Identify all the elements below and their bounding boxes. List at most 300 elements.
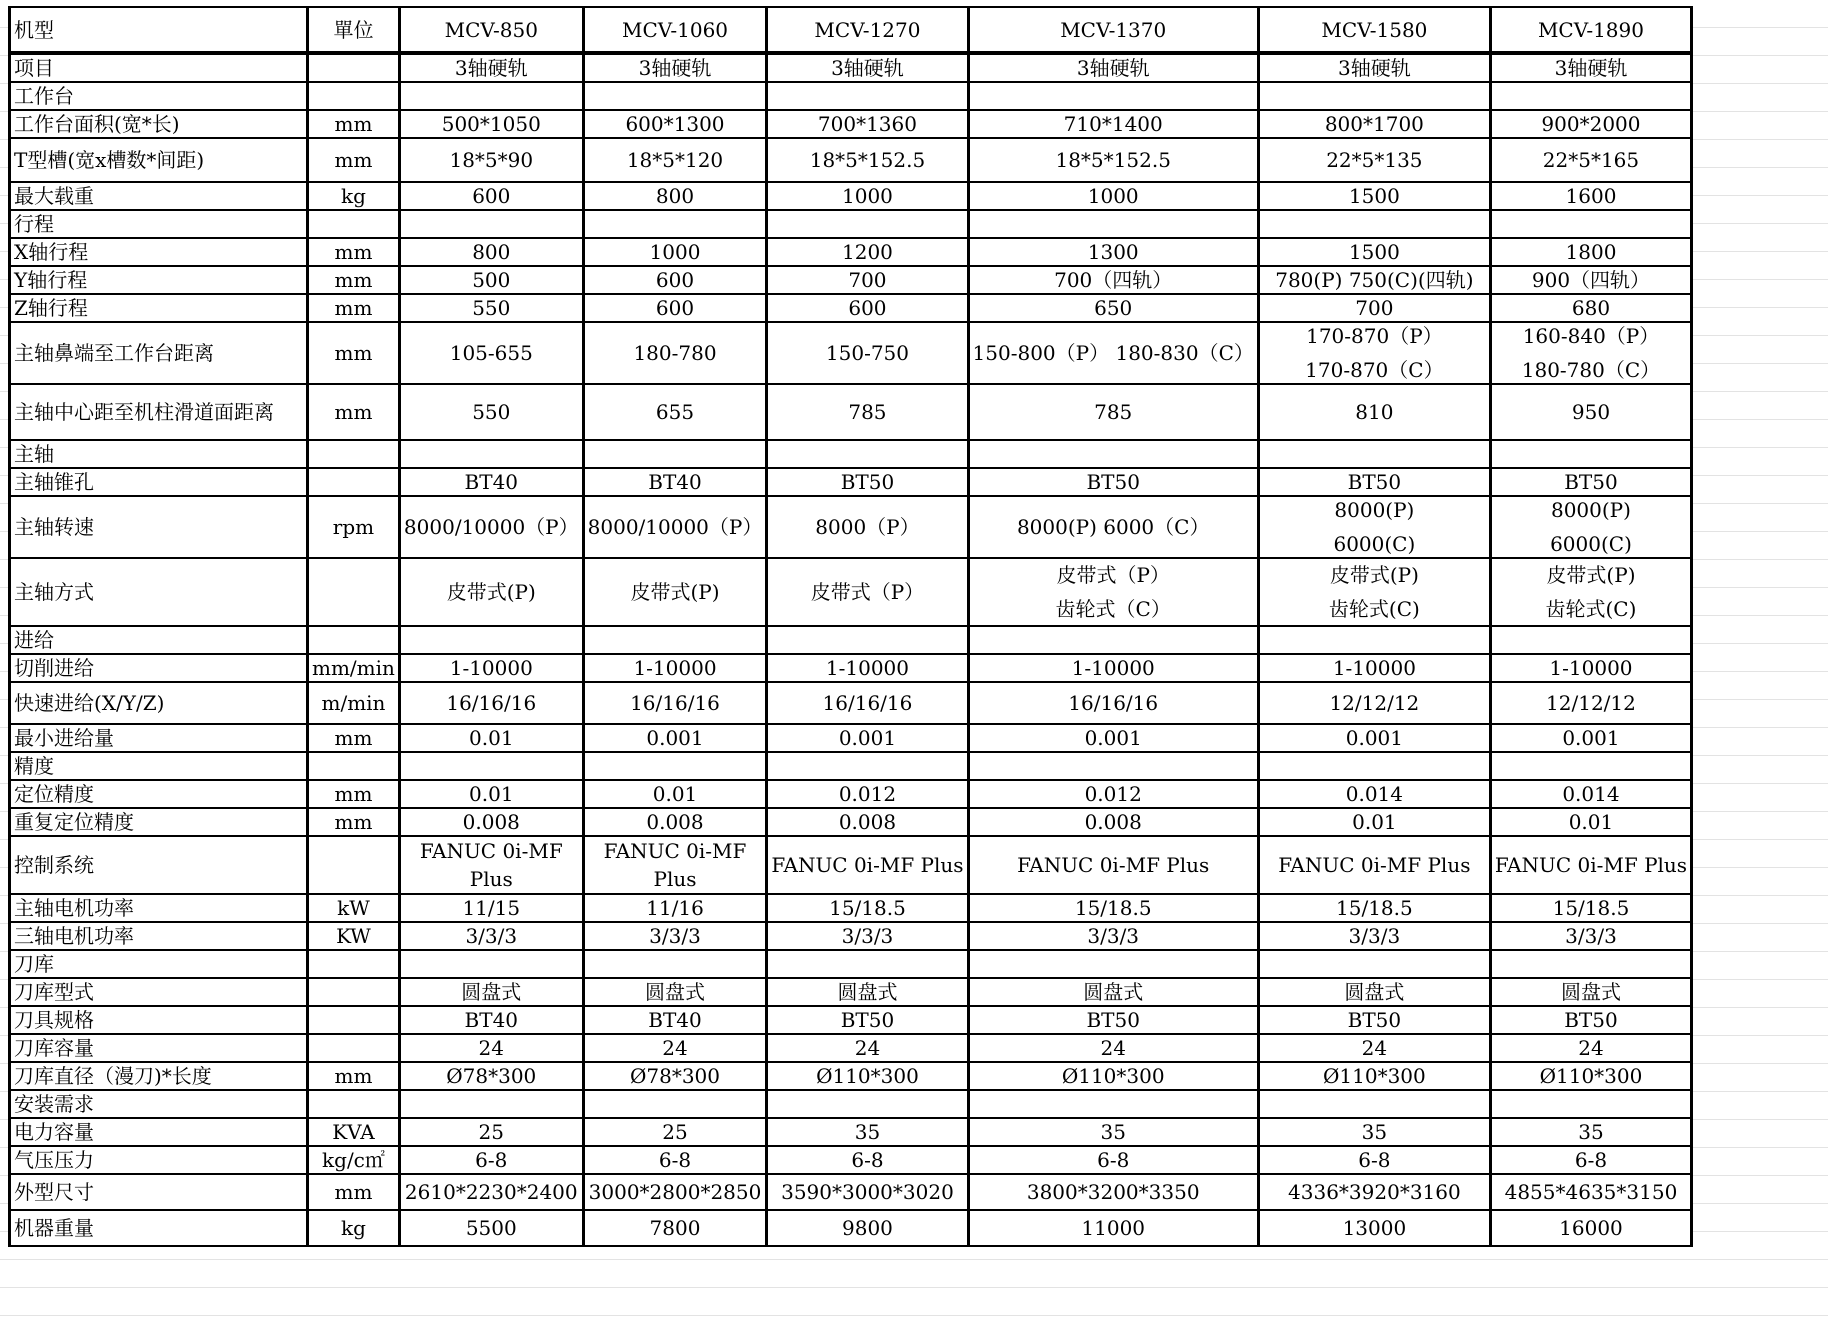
value-cell-multiline[interactable] [1490,496,1691,558]
row-label-cell[interactable]: 工作台面积(宽*长) [10,110,308,138]
header-label-cell[interactable]: 机型 [10,7,308,53]
value-cell[interactable]: 900*2000 [1490,110,1691,138]
value-cell[interactable]: 1600 [1490,182,1691,210]
value-cell[interactable]: BT50 [1258,468,1490,496]
value-cell[interactable]: 3590*3000*3020 [767,1174,968,1210]
value-cell[interactable]: 1-10000 [1490,654,1691,682]
value-cell[interactable]: 22*5*165 [1490,138,1691,182]
row-label-cell[interactable]: 外型尺寸 [10,1174,308,1210]
value-cell[interactable] [1258,440,1490,468]
unit-cell[interactable]: kg [308,1210,400,1246]
value-cell[interactable]: 6-8 [767,1146,968,1174]
value-cell[interactable]: 1-10000 [583,654,767,682]
unit-cell[interactable]: mm [308,384,400,440]
value-cell[interactable]: 圆盘式 [399,978,583,1006]
unit-cell[interactable] [308,53,400,82]
value-cell[interactable]: 4855*4635*3150 [1490,1174,1691,1210]
value-cell[interactable]: 0.001 [1258,724,1490,752]
value-cell[interactable]: 24 [583,1034,767,1062]
value-cell[interactable]: 655 [583,384,767,440]
unit-cell[interactable]: mm [308,110,400,138]
value-cell[interactable] [968,1090,1258,1118]
value-cell[interactable]: 15/18.5 [1258,894,1490,922]
unit-cell[interactable] [308,1006,400,1034]
header-model-cell[interactable]: MCV-850 [399,7,583,53]
unit-cell[interactable]: mm [308,294,400,322]
value-cell[interactable] [399,626,583,654]
value-cell[interactable] [968,752,1258,780]
value-cell[interactable]: 25 [399,1118,583,1146]
value-cell[interactable]: 圆盘式 [968,978,1258,1006]
unit-cell[interactable]: kg/c㎡ [308,1146,400,1174]
value-cell-multiline[interactable] [1490,558,1691,626]
value-cell[interactable] [1490,1090,1691,1118]
value-cell[interactable]: 6-8 [583,1146,767,1174]
value-cell[interactable] [1490,950,1691,978]
value-cell[interactable]: 700*1360 [767,110,968,138]
value-cell[interactable] [399,950,583,978]
unit-cell[interactable] [308,558,400,626]
value-cell[interactable]: 950 [1490,384,1691,440]
row-label-cell[interactable]: 项目 [10,53,308,82]
value-cell[interactable]: 18*5*152.5 [767,138,968,182]
value-cell[interactable]: 15/18.5 [1490,894,1691,922]
value-cell[interactable]: 710*1400 [968,110,1258,138]
header-model-cell[interactable]: MCV-1890 [1490,7,1691,53]
value-cell[interactable] [1490,210,1691,238]
value-cell[interactable]: 2610*2230*2400 [399,1174,583,1210]
value-cell[interactable]: 24 [767,1034,968,1062]
value-cell[interactable]: 500 [399,266,583,294]
value-cell[interactable] [399,82,583,110]
row-label-cell[interactable]: 刀具规格 [10,1006,308,1034]
value-cell[interactable]: 650 [968,294,1258,322]
value-cell[interactable]: 15/18.5 [968,894,1258,922]
unit-cell[interactable]: mm [308,266,400,294]
value-cell[interactable]: 6-8 [1258,1146,1490,1174]
value-cell[interactable]: 3轴硬轨 [968,53,1258,82]
value-cell[interactable]: 550 [399,294,583,322]
value-cell[interactable]: 0.001 [767,724,968,752]
value-cell[interactable]: 900（四轨） [1490,266,1691,294]
row-label-cell[interactable]: 安装需求 [10,1090,308,1118]
value-cell[interactable] [1258,752,1490,780]
unit-cell[interactable]: KVA [308,1118,400,1146]
row-label-cell[interactable]: 快速进给(X/Y/Z) [10,682,308,724]
unit-cell[interactable]: mm [308,780,400,808]
value-cell[interactable]: 680 [1490,294,1691,322]
value-cell[interactable] [583,82,767,110]
value-cell[interactable]: 15/18.5 [767,894,968,922]
value-cell[interactable]: 皮带式(P) [583,558,767,626]
value-cell[interactable]: 180-780 [583,322,767,384]
value-cell[interactable] [767,440,968,468]
value-cell[interactable] [583,210,767,238]
value-cell[interactable]: 0.01 [399,780,583,808]
row-label-cell[interactable]: 主轴方式 [10,558,308,626]
value-cell[interactable] [1258,210,1490,238]
row-label-cell[interactable]: Z轴行程 [10,294,308,322]
value-cell[interactable]: 500*1050 [399,110,583,138]
value-cell[interactable] [399,752,583,780]
value-cell[interactable]: 24 [399,1034,583,1062]
value-cell[interactable]: 0.001 [1490,724,1691,752]
row-label-cell[interactable]: Y轴行程 [10,266,308,294]
value-cell[interactable] [399,210,583,238]
value-cell[interactable]: 1200 [767,238,968,266]
row-label-cell[interactable]: 刀库容量 [10,1034,308,1062]
value-cell[interactable]: 1000 [767,182,968,210]
row-label-cell[interactable]: 最小进给量 [10,724,308,752]
row-label-cell[interactable]: 最大载重 [10,182,308,210]
value-cell[interactable]: 18*5*152.5 [968,138,1258,182]
value-cell[interactable]: 1000 [968,182,1258,210]
value-cell[interactable]: Ø78*300 [583,1062,767,1090]
value-cell[interactable]: BT50 [1490,1006,1691,1034]
row-label-cell[interactable]: 控制系统 [10,836,308,894]
row-label-cell[interactable]: 机器重量 [10,1210,308,1246]
value-cell[interactable]: 圆盘式 [767,978,968,1006]
value-cell[interactable]: 1300 [968,238,1258,266]
value-cell[interactable] [767,82,968,110]
table-row [10,238,1692,266]
value-cell[interactable]: 785 [968,384,1258,440]
value-cell[interactable] [1490,440,1691,468]
table-row [10,468,1692,496]
value-cell[interactable]: 3/3/3 [399,922,583,950]
value-cell[interactable]: 35 [767,1118,968,1146]
table-row [10,496,1692,558]
value-cell[interactable]: 13000 [1258,1210,1490,1246]
unit-cell[interactable]: kg [308,182,400,210]
header-model-cell[interactable]: MCV-1580 [1258,7,1490,53]
value-cell[interactable]: FANUC 0i-MF Plus [1258,836,1490,894]
unit-cell[interactable] [308,752,400,780]
unit-cell[interactable]: m/min [308,682,400,724]
value-cell[interactable] [1258,950,1490,978]
value-cell[interactable] [767,626,968,654]
value-cell[interactable]: 6-8 [399,1146,583,1174]
value-cell[interactable]: 0.014 [1490,780,1691,808]
row-label-cell[interactable]: 主轴转速 [10,496,308,558]
value-cell[interactable] [1490,752,1691,780]
value-cell[interactable]: 0.01 [1490,808,1691,836]
value-cell[interactable]: 0.01 [583,780,767,808]
value-cell[interactable]: 1000 [583,238,767,266]
value-cell[interactable]: 600 [399,182,583,210]
value-cell[interactable]: BT40 [399,1006,583,1034]
spec-table [8,6,1693,1247]
value-cell[interactable] [767,210,968,238]
row-label-cell[interactable]: 重复定位精度 [10,808,308,836]
value-cell[interactable]: 3/3/3 [1490,922,1691,950]
value-cell-multiline[interactable] [1258,558,1490,626]
value-cell[interactable]: 6-8 [968,1146,1258,1174]
value-cell[interactable] [399,1090,583,1118]
value-cell[interactable]: 16/16/16 [767,682,968,724]
value-cell[interactable]: 8000(P) 6000（C） [968,496,1258,558]
value-cell[interactable]: FANUC 0i-MF Plus [767,836,968,894]
unit-cell[interactable]: mm/min [308,654,400,682]
value-cell[interactable]: FANUC 0i-MF Plus [583,836,767,894]
value-cell[interactable]: 550 [399,384,583,440]
value-cell[interactable]: BT50 [767,468,968,496]
unit-cell[interactable]: mm [308,1174,400,1210]
unit-cell[interactable] [308,82,400,110]
value-cell[interactable] [767,950,968,978]
unit-cell[interactable]: mm [308,138,400,182]
value-cell[interactable]: 16/16/16 [399,682,583,724]
value-cell[interactable]: 800 [399,238,583,266]
value-cell[interactable]: 150-800（P） 180-830（C） [968,322,1258,384]
value-cell[interactable]: 4336*3920*3160 [1258,1174,1490,1210]
row-label-cell[interactable]: T型槽(宽x槽数*间距) [10,138,308,182]
value-cell-line: 皮带式（P） [1056,563,1170,587]
value-cell-multiline[interactable] [1490,322,1691,384]
unit-cell[interactable]: KW [308,922,400,950]
value-cell[interactable] [968,626,1258,654]
value-cell[interactable] [583,1090,767,1118]
value-cell[interactable]: 0.012 [767,780,968,808]
value-cell[interactable]: 0.001 [583,724,767,752]
value-cell[interactable] [583,950,767,978]
value-cell[interactable]: 11/16 [583,894,767,922]
value-cell[interactable]: BT50 [767,1006,968,1034]
value-cell[interactable]: 3800*3200*3350 [968,1174,1258,1210]
row-label-cell[interactable]: 刀库 [10,950,308,978]
value-cell-line: 6000(C) [1550,532,1632,556]
value-cell[interactable]: 圆盘式 [583,978,767,1006]
value-cell[interactable]: 6-8 [1490,1146,1691,1174]
unit-cell[interactable]: rpm [308,496,400,558]
value-cell[interactable]: 780(P) 750(C)(四轨) [1258,266,1490,294]
section-row [10,752,1692,780]
unit-cell[interactable]: mm [308,238,400,266]
row-label-cell[interactable]: 切削进给 [10,654,308,682]
row-label-cell[interactable]: 工作台 [10,82,308,110]
value-cell[interactable]: 600 [767,294,968,322]
value-cell[interactable]: 3轴硬轨 [1258,53,1490,82]
header-model-cell[interactable]: MCV-1370 [968,7,1258,53]
value-cell[interactable]: 1500 [1258,238,1490,266]
row-label-cell[interactable]: 电力容量 [10,1118,308,1146]
unit-cell[interactable] [308,468,400,496]
value-cell[interactable]: 8000（P） [767,496,968,558]
value-cell[interactable]: 5500 [399,1210,583,1246]
value-cell[interactable]: 0.012 [968,780,1258,808]
value-cell[interactable]: 800*1700 [1258,110,1490,138]
value-cell[interactable]: 皮带式(P) [399,558,583,626]
value-cell[interactable]: 600*1300 [583,110,767,138]
value-cell[interactable] [1490,626,1691,654]
value-cell[interactable]: 700 [767,266,968,294]
value-cell[interactable]: FANUC 0i-MF Plus [968,836,1258,894]
row-label-cell[interactable]: 主轴电机功率 [10,894,308,922]
header-model-cell[interactable]: MCV-1270 [767,7,968,53]
value-cell[interactable] [399,440,583,468]
value-cell[interactable]: 0.008 [968,808,1258,836]
value-cell[interactable]: 810 [1258,384,1490,440]
value-cell[interactable]: Ø110*300 [1258,1062,1490,1090]
value-cell[interactable]: BT50 [1258,1006,1490,1034]
unit-cell[interactable] [308,1090,400,1118]
row-label-cell[interactable]: 气压压力 [10,1146,308,1174]
value-cell[interactable]: Ø110*300 [968,1062,1258,1090]
value-cell-multiline[interactable] [1258,322,1490,384]
value-cell[interactable] [968,210,1258,238]
unit-cell[interactable] [308,1034,400,1062]
value-cell[interactable]: 9800 [767,1210,968,1246]
value-cell[interactable] [583,440,767,468]
value-cell[interactable]: 0.008 [583,808,767,836]
value-cell[interactable]: Ø110*300 [1490,1062,1691,1090]
value-cell[interactable] [968,82,1258,110]
value-cell[interactable]: 0.01 [1258,808,1490,836]
value-cell-multiline[interactable] [968,558,1258,626]
value-cell[interactable] [767,1090,968,1118]
value-cell[interactable]: 25 [583,1118,767,1146]
value-cell[interactable]: BT40 [399,468,583,496]
value-cell[interactable]: 16000 [1490,1210,1691,1246]
value-cell[interactable]: 3/3/3 [767,922,968,950]
unit-cell[interactable] [308,836,400,894]
value-cell[interactable]: Ø78*300 [399,1062,583,1090]
value-cell[interactable]: 11/15 [399,894,583,922]
value-cell[interactable]: 0.001 [968,724,1258,752]
unit-cell[interactable]: mm [308,724,400,752]
value-cell[interactable]: 0.01 [399,724,583,752]
value-cell[interactable]: 22*5*135 [1258,138,1490,182]
row-label-cell[interactable]: 三轴电机功率 [10,922,308,950]
value-cell[interactable]: 3/3/3 [1258,922,1490,950]
value-cell[interactable]: 7800 [583,1210,767,1246]
value-cell[interactable] [1258,626,1490,654]
value-cell[interactable]: 150-750 [767,322,968,384]
value-cell[interactable]: 皮带式（P） [767,558,968,626]
value-cell[interactable]: 8000/10000（P） [399,496,583,558]
value-cell[interactable]: 圆盘式 [1258,978,1490,1006]
value-cell[interactable]: 105-655 [399,322,583,384]
value-cell[interactable]: 35 [968,1118,1258,1146]
value-cell[interactable]: 1-10000 [767,654,968,682]
value-cell[interactable]: BT40 [583,468,767,496]
value-cell[interactable]: 35 [1258,1118,1490,1146]
value-cell[interactable]: 3轴硬轨 [767,53,968,82]
value-cell[interactable]: 600 [583,266,767,294]
value-cell[interactable]: 圆盘式 [1490,978,1691,1006]
unit-cell[interactable] [308,440,400,468]
value-cell[interactable]: 1500 [1258,182,1490,210]
unit-cell[interactable]: mm [308,322,400,384]
value-cell[interactable] [583,626,767,654]
value-cell[interactable]: 24 [1258,1034,1490,1062]
value-cell[interactable]: BT50 [968,468,1258,496]
value-cell[interactable]: 785 [767,384,968,440]
value-cell[interactable]: FANUC 0i-MF Plus [1490,836,1691,894]
row-label-cell[interactable]: 刀库直径（漫刀)*长度 [10,1062,308,1090]
value-cell[interactable]: 0.008 [399,808,583,836]
value-cell[interactable]: 16/16/16 [583,682,767,724]
unit-cell[interactable] [308,978,400,1006]
row-label-cell[interactable]: 主轴 [10,440,308,468]
value-cell[interactable] [1490,82,1691,110]
section-row [10,1090,1692,1118]
value-cell[interactable] [1258,82,1490,110]
row-label-cell[interactable]: 精度 [10,752,308,780]
row-label-cell[interactable]: 主轴锥孔 [10,468,308,496]
section-row [10,626,1692,654]
section-row [10,210,1692,238]
value-cell[interactable]: 1-10000 [968,654,1258,682]
unit-cell[interactable] [308,626,400,654]
row-label-cell[interactable]: 进给 [10,626,308,654]
value-cell[interactable]: 3轴硬轨 [583,53,767,82]
value-cell[interactable] [767,752,968,780]
value-cell[interactable]: 1-10000 [399,654,583,682]
value-cell[interactable]: 3/3/3 [968,922,1258,950]
row-label-cell[interactable]: 刀库型式 [10,978,308,1006]
value-cell[interactable]: 3轴硬轨 [1490,53,1691,82]
value-cell[interactable]: 12/12/12 [1490,682,1691,724]
unit-cell[interactable] [308,210,400,238]
value-cell[interactable]: 12/12/12 [1258,682,1490,724]
value-cell[interactable]: Ø110*300 [767,1062,968,1090]
value-cell[interactable] [968,950,1258,978]
value-cell[interactable]: FANUC 0i-MF Plus [399,836,583,894]
value-cell[interactable]: BT40 [583,1006,767,1034]
value-cell[interactable]: 24 [1490,1034,1691,1062]
value-cell[interactable]: 8000/10000（P） [583,496,767,558]
value-cell[interactable]: 1-10000 [1258,654,1490,682]
value-cell-multiline[interactable] [1258,496,1490,558]
value-cell[interactable]: 3/3/3 [583,922,767,950]
value-cell[interactable]: 0.008 [767,808,968,836]
value-cell[interactable]: 11000 [968,1210,1258,1246]
value-cell[interactable]: 0.014 [1258,780,1490,808]
value-cell[interactable] [1258,1090,1490,1118]
value-cell[interactable] [583,752,767,780]
value-cell-line: 8000(P) [1334,498,1415,522]
value-cell[interactable]: 18*5*90 [399,138,583,182]
value-cell[interactable]: 3000*2800*2850 [583,1174,767,1210]
header-unit-cell[interactable]: 單位 [308,7,400,53]
header-model-cell[interactable]: MCV-1060 [583,7,767,53]
value-cell[interactable]: 700 [1258,294,1490,322]
value-cell[interactable]: 700（四轨） [968,266,1258,294]
value-cell[interactable]: 16/16/16 [968,682,1258,724]
value-cell[interactable]: 18*5*120 [583,138,767,182]
table-row [10,558,1692,626]
value-cell[interactable]: 3轴硬轨 [399,53,583,82]
value-cell[interactable]: 1800 [1490,238,1691,266]
row-label-cell[interactable]: 定位精度 [10,780,308,808]
unit-cell[interactable] [308,950,400,978]
value-cell[interactable]: BT50 [1490,468,1691,496]
value-cell[interactable]: 800 [583,182,767,210]
value-cell[interactable]: 600 [583,294,767,322]
row-label-cell[interactable]: 行程 [10,210,308,238]
value-cell[interactable] [968,440,1258,468]
row-label-cell[interactable]: 主轴鼻端至工作台距离 [10,322,308,384]
row-label-cell[interactable]: 主轴中心距至机柱滑道面距离 [10,384,308,440]
value-cell[interactable]: BT50 [968,1006,1258,1034]
value-cell[interactable]: 24 [968,1034,1258,1062]
unit-cell[interactable]: mm [308,1062,400,1090]
row-label-cell[interactable]: X轴行程 [10,238,308,266]
unit-cell[interactable]: kW [308,894,400,922]
value-cell[interactable]: 35 [1490,1118,1691,1146]
unit-cell[interactable]: mm [308,808,400,836]
